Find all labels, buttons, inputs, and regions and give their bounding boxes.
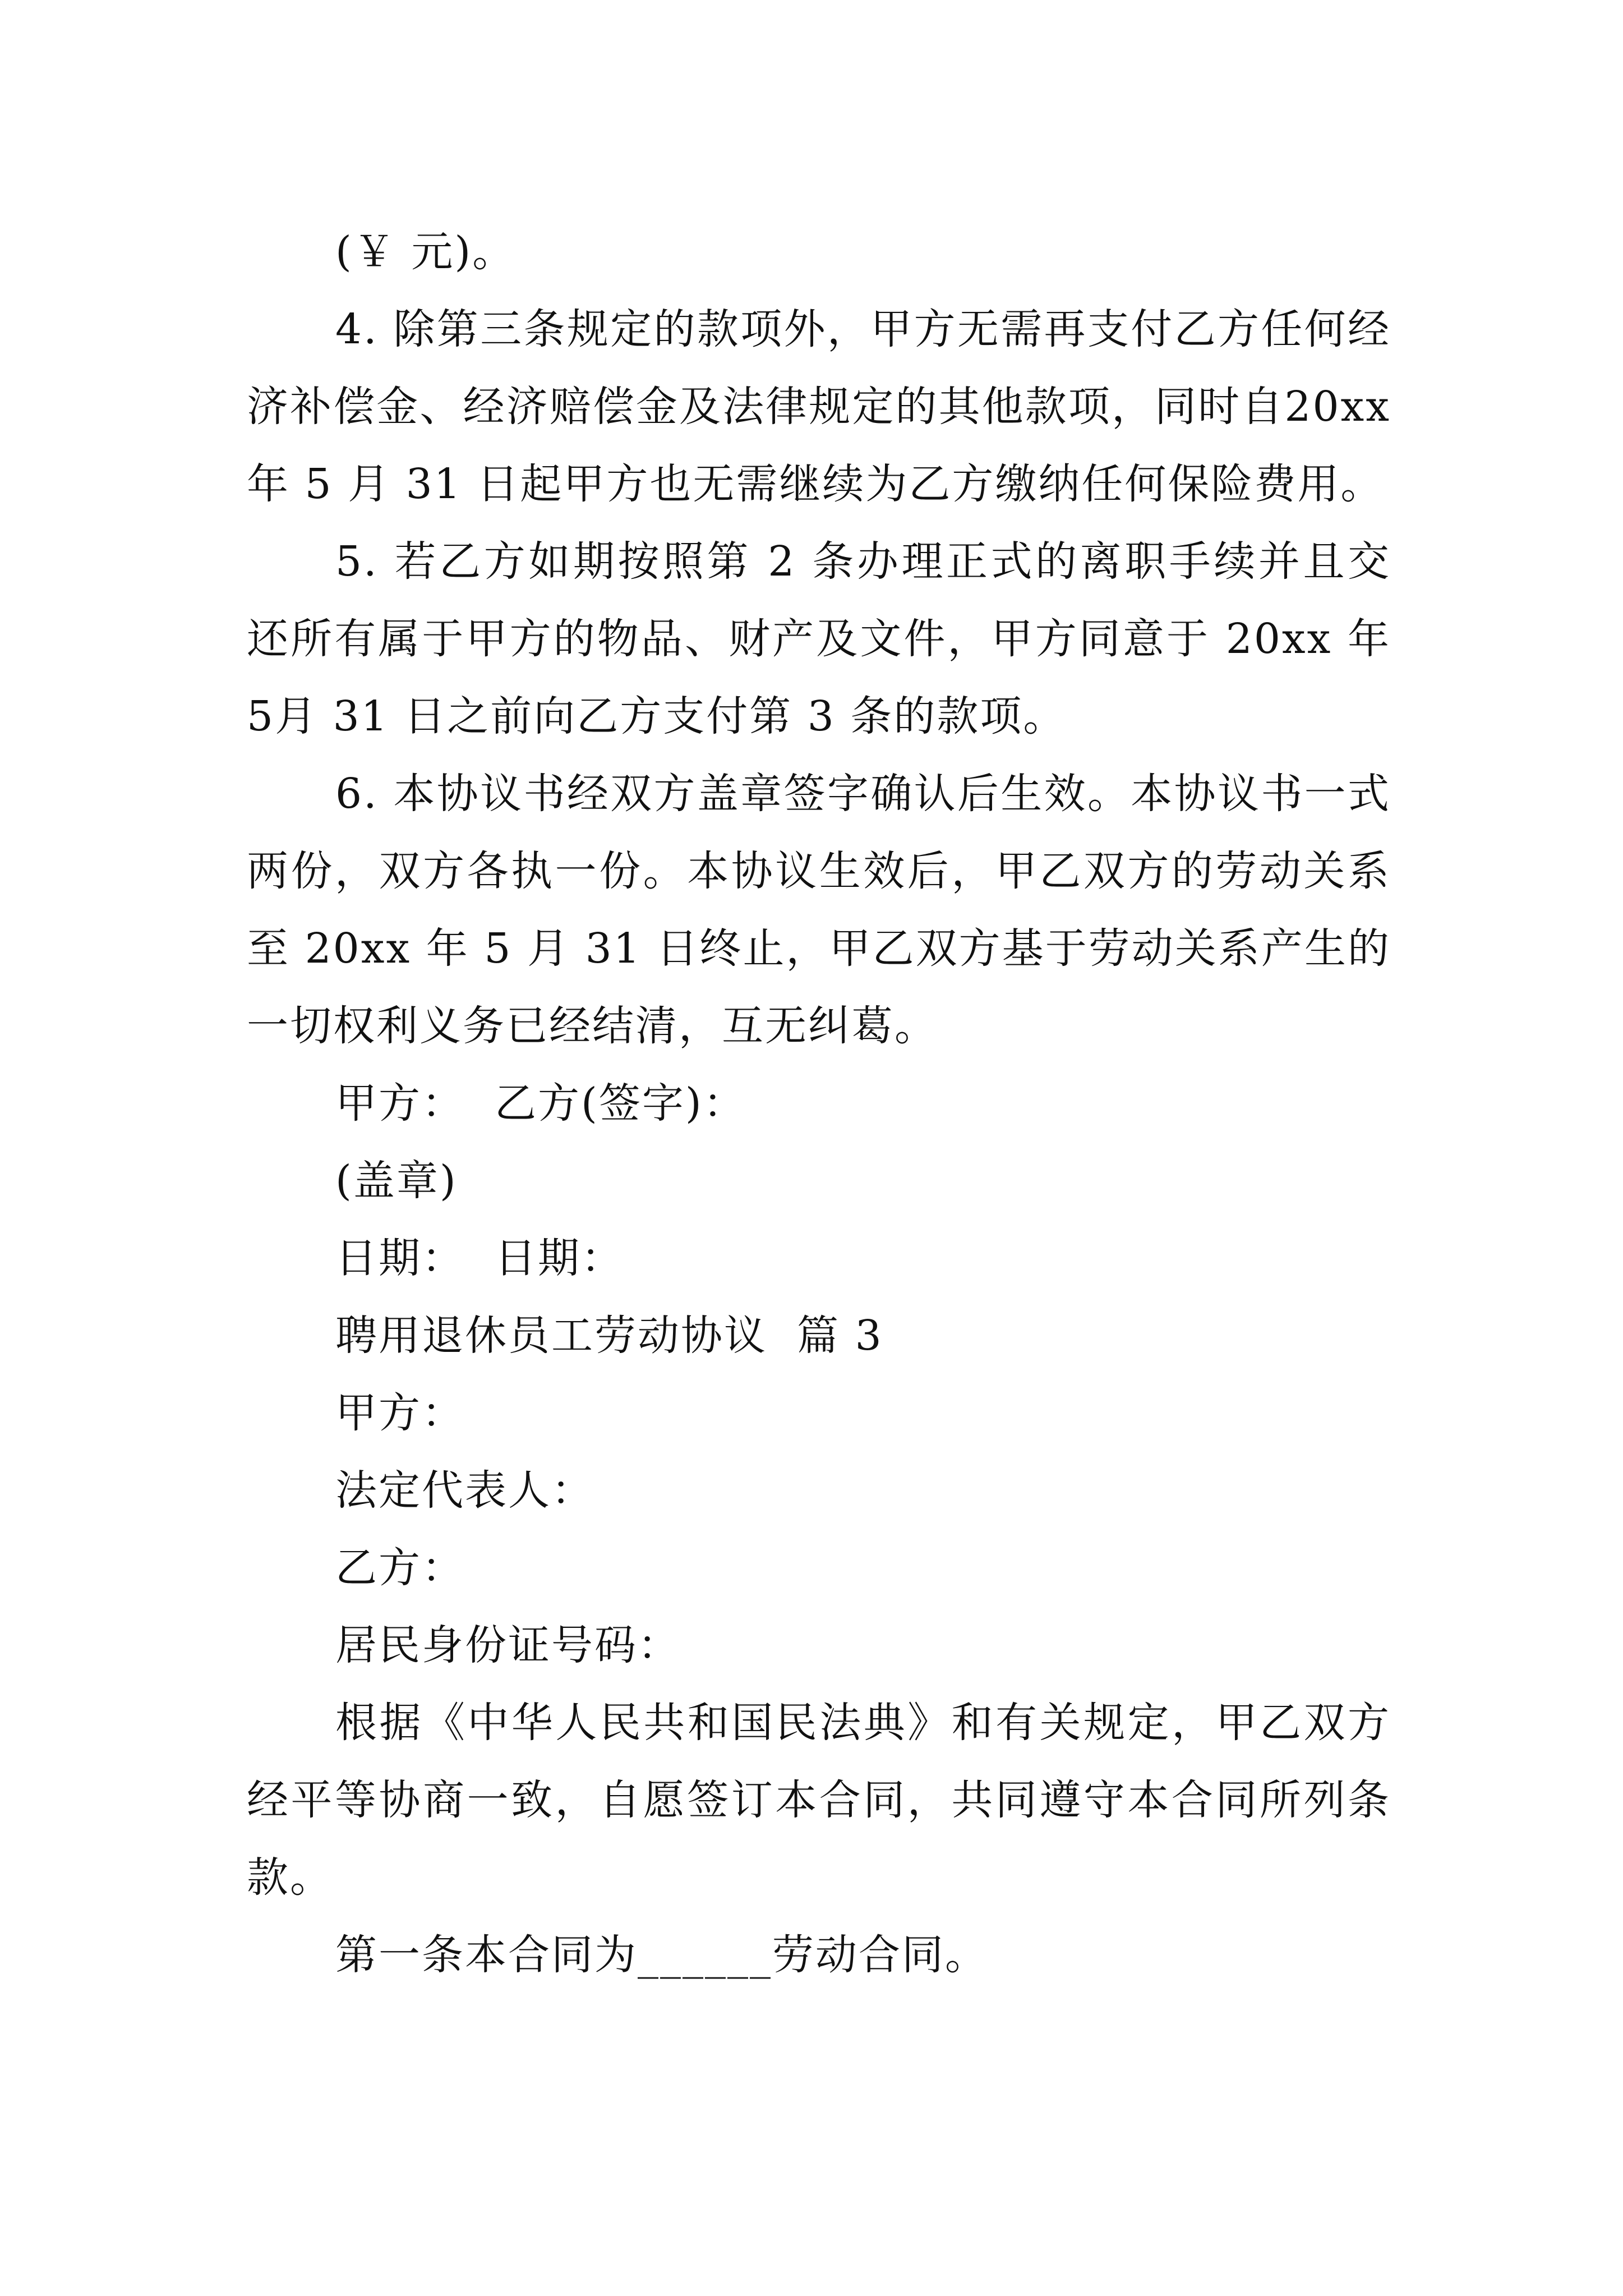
id-number-line: 居民身份证号码： [335, 1621, 681, 1669]
document-body [247, 213, 1406, 1994]
seal-line: (盖章) [335, 1157, 458, 1205]
legal-representative-line: 法定代表人： [335, 1466, 594, 1515]
clause-6-paragraph: 6. 本协议书经双方盖章签字确认后生效。本协议书一式两份，双方各执一份。本协议生效后，甲乙双方的劳动关系至 20xx 年 5 月 31 日终止，甲乙双方基于劳动关系产生的一切权利义务已经结清，互无纠葛。 [247, 770, 1391, 1050]
clause-4-paragraph: 4. 除第三条规定的款项外，甲方无需再支付乙方任何经济补偿金、经济赔偿金及法律规定的其他款项，同时自20xx 年 5 月 31 日起甲方也无需继续为乙方缴纳任何保险费用。 [247, 305, 1406, 508]
preamble-paragraph: 根据《中华人民共和国民法典》和有关规定，甲乙双方经平等协商一致，自愿签订本合同，共同遵守本合同所列条款。 [247, 1699, 1391, 1902]
clause-5-paragraph: 5. 若乙方如期按照第 2 条办理正式的离职手续并且交还所有属于甲方的物品、财产及文件，甲方同意于 20xx 年 5月 31 日之前向乙方支付第 3 条的款项。 [247, 537, 1406, 740]
amount-line: (￥ 元)。 [335, 228, 516, 276]
signature-parties-line: 甲方： 乙方(签字)： [335, 1079, 746, 1128]
section-title: 聘用退休员工劳动协议 篇 3 [335, 1312, 883, 1360]
dates-line: 日期： 日期： [335, 1234, 625, 1282]
party-b-line: 乙方： [335, 1544, 465, 1592]
party-a-line: 甲方： [335, 1389, 465, 1437]
article-1-line: 第一条本合同为______劳动合同。 [335, 1931, 988, 1979]
